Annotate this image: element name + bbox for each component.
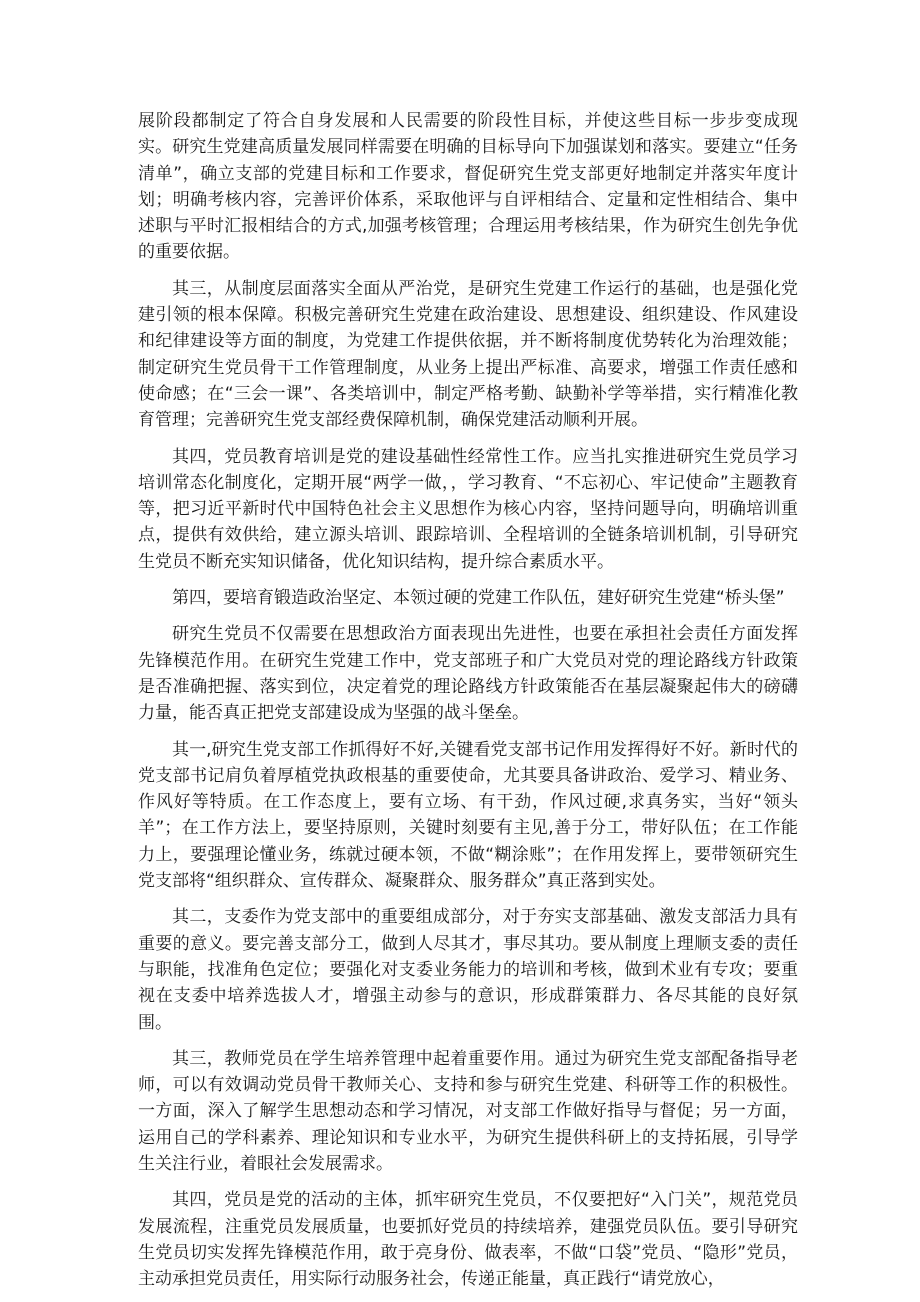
paragraph-student-members: 其四，党员是党的活动的主体，抓牢研究生党员，不仅要把好“入门关”，规范党员发展流程，注重党员发展质量，也要抓好党员的持续培养，建强党员队伍。要引导研究生党员切实发挥先锋模范作用，敢于亮身份、做表率，不做“口袋”党员、“隐形”党员，主动承担党员责任，用实际行动服务社会，传递正能量，真正践行“请党放心， bbox=[138, 1190, 798, 1290]
paragraph-teacher-members: 其三，教师党员在学生培养管理中起着重要作用。通过为研究生党支部配备指导老师，可以有效调动党员骨干教师关心、支持和参与研究生党建、科研等工作的积极性。一方面，深入了解学生思想动态和学习情况，对支部工作做好指导与督促；另一方面，运用自己的学科素养、理论知识和专业水平，为研究生提供科研上的支持拓展，引导学生关注行业，着眼社会发展需求。 bbox=[138, 1048, 798, 1174]
document-body bbox=[138, 108, 798, 1302]
paragraph-institutional-discipline: 其三，从制度层面落实全面从严治党，是研究生党建工作运行的基础，也是强化党建引领的根本保障。积极完善研究生党建在政治建设、思想建设、组织建设、作风建设和纪律建设等方面的制度，为党建工作提供依据，并不断将制度优势转化为治理效能；制定研究生党员骨干工作管理制度，从业务上提出严标准、高要求，增强工作责任感和使命感；在“三会一课”、各类培训中，制定严格考勤、缺勤补学等举措，实行精准化教育管理；完善研究生党支部经费保障机制，确保党建活动顺利开展。 bbox=[138, 278, 798, 431]
paragraph-vanguard-role: 研究生党员不仅需要在思想政治方面表现出先进性，也要在承担社会责任方面发挥先锋模范作用。在研究生党建工作中，党支部班子和广大党员对党的理论路线方针政策是否准确把握、落实到位，决定着党的理论路线方针政策能否在基层凝聚起伟大的磅礴力量，能否真正把党支部建设成为坚强的战斗堡垒。 bbox=[138, 624, 798, 724]
paragraph-branch-committee: 其二，支委作为党支部中的重要组成部分，对于夯实支部基础、激发支部活力具有重要的意义。要完善支部分工，做到人尽其才，事尽其功。要从制度上理顺支委的责任与职能，找准角色定位；要强化对支委业务能力的培训和考核，做到术业有专攻；要重视在支委中培养选拔人才，增强主动参与的意识，形成群策群力、各尽其能的良好氛围。 bbox=[138, 907, 798, 1033]
paragraph-branch-secretary: 其一,研究生党支部工作抓得好不好,关键看党支部书记作用发挥得好不好。新时代的党支部书记肩负着厚植党执政根基的重要使命，尤其要具备讲政治、爱学习、精业务、作风好等特质。在工作态度上，要有立场、有干劲，作风过硬,求真务实，当好“领头羊”；在工作方法上，要坚持原则，关键时刻要有主见,善于分工，带好队伍；在工作能力上，要强理论懂业务，练就过硬本领，不做“糊涂账”；在作用发挥上，要带领研究生党支部将“组织群众、宣传群众、凝聚群众、服务群众”真正落到实处。 bbox=[138, 739, 798, 892]
paragraph-member-training: 其四，党员教育培训是党的建设基础性经常性工作。应当扎实推进研究生党员学习培训常态化制度化，定期开展“两学一做，，学习教育、“不忘初心、牢记使命”主题教育等，把习近平新时代中国特色社会主义思想作为核心内容，坚持问题导向，明确培训重点，提供有效供给，建立源头培训、跟踪培训、全程培训的全链条培训机制，引导研究生党员不断充实知识储备，优化知识结构，提升综合素质水平。 bbox=[138, 446, 798, 572]
paragraph-continued: 展阶段都制定了符合自身发展和人民需要的阶段性目标，并使这些目标一步步变成现实。研究生党建高质量发展同样需要在明确的目标导向下加强谋划和落实。要建立“任务清单”，确立支部的党建目标和工作要求，督促研究生党支部更好地制定并落实年度计划；明确考核内容，完善评价体系，采取他评与自评相结合、定量和定性相结合、集中述职与平时汇报相结合的方式,加强考核管理；合理运用考核结果，作为研究生创先争优的重要依据。 bbox=[138, 111, 798, 263]
section-heading-team-building: 第四，要培育锻造政治坚定、本领过硬的党建工作队伍，建好研究生党建“桥头堡” bbox=[172, 588, 785, 609]
